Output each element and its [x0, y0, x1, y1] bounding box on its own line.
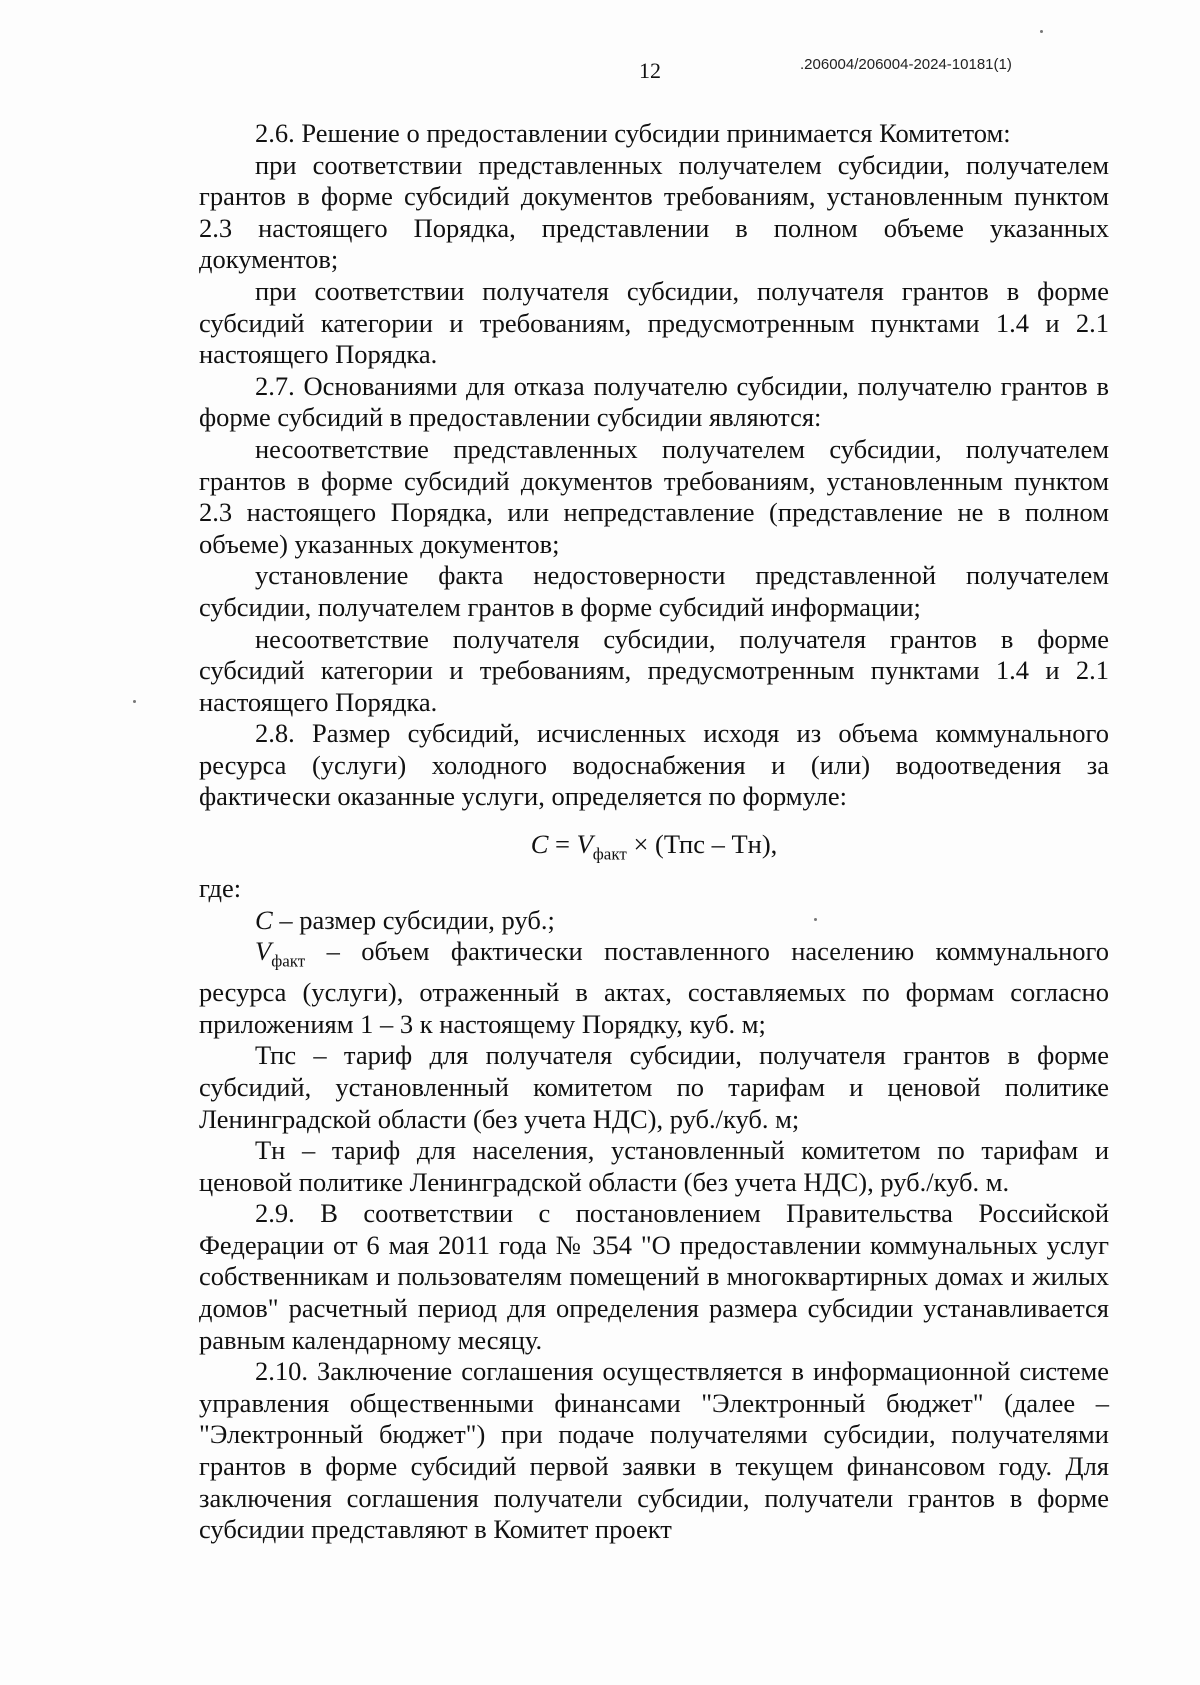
- paragraph-2-6-item-1: при соответствии представленных получателем субсидии, получателем грантов в форме субсидий документов требованиям, установленным пунктом 2.3 настоящего Порядка, представлении в полном объеме указанных документов;: [199, 149, 1109, 275]
- paragraph-2-7: 2.7. Основаниями для отказа получателю субсидии, получателю грантов в форме субсидий в предоставлении субсидии являются:: [199, 370, 1109, 433]
- definition-c-symbol: C: [255, 904, 273, 935]
- paragraph-2-6-item-2: при соответствии получателя субсидии, получателя грантов в форме субсидий категории и требованиям, предусмотренным пунктами 1.4 и 2.1 настоящего Порядка.: [199, 275, 1109, 370]
- paragraph-2-8: 2.8. Размер субсидий, исчисленных исходя из объема коммунального ресурса (услуги) холодного водоснабжения и (или) водоотведения за фактически оказанные услуги, определяется по формуле:: [199, 718, 1109, 812]
- paragraph-2-9: 2.9. В соответствии с постановлением Правительства Российской Федерации от 6 мая 2011 года № 354 "О предоставлении коммунальных услуг собственникам и пользователям помещений в многоквартирных домах и жилых домов" расчетный период для определения размера субсидии устанавливается равным календарному месяцу.: [199, 1198, 1109, 1355]
- definition-tps: Тпс – тариф для получателя субсидии, получателя грантов в форме субсидий, установленный комитетом по тарифам и ценовой политике Ленинградской области (без учета НДС), руб./куб. м;: [199, 1040, 1109, 1134]
- scan-speck: [133, 700, 136, 703]
- scan-speck: [814, 918, 817, 921]
- definition-v-symbol: V: [255, 936, 272, 967]
- formula-rest: × (Тпс – Тн),: [626, 829, 778, 860]
- definition-v-subscript: факт: [271, 951, 306, 971]
- definition-v: [199, 936, 1109, 1040]
- formula-equals: =: [548, 829, 577, 860]
- paragraph-2-7-item-3: несоответствие получателя субсидии, получателя грантов в форме субсидий категории и требованиям, предусмотренным пунктами 1.4 и 2.1 настоящего Порядка.: [199, 623, 1109, 717]
- definition-v-text: – объем фактически поставленного населению коммунального ресурса (услуги), отраженный в актах, составляемых по формам согласно приложениям 1 – 3 к настоящему Порядку, куб. м;: [199, 936, 1109, 1039]
- definition-tn: Тн – тариф для населения, установленный комитетом по тарифам и ценовой политике Ленинградской области (без учета НДС), руб./куб. м.: [199, 1135, 1109, 1197]
- definition-c: [199, 905, 1109, 937]
- where-label: где:: [199, 873, 242, 904]
- paragraph-2-10: 2.10. Заключение соглашения осуществляется в информационной системе управления общественными финансами "Электронный бюджет" (далее – "Электронный бюджет") при подаче получателями субсидии, получателями грантов в форме субсидий первой заявки в текущем финансовом году. Для заключения соглашения получатели субсидии, получатели грантов в форме субсидии представляют в Комитет проект: [199, 1356, 1109, 1545]
- document-reference: .206004/206004-2024-10181(1): [800, 56, 1012, 73]
- formula-c: C: [530, 829, 549, 860]
- paragraph-2-6: 2.6. Решение о предоставлении субсидии принимается Комитетом:: [255, 118, 1011, 148]
- paragraph-2-7-item-2: установление факта недостоверности представленной получателем субсидии, получателем грантов в форме субсидий информации;: [199, 560, 1109, 622]
- subsidy-formula: [199, 829, 1109, 863]
- paragraph-2-7-item-1: несоответствие представленных получателем субсидии, получателем грантов в форме субсидий документов требованиям, установленным пунктом 2.3 настоящего Порядка, или непредставление (представление не в полном объеме) указанных документов;: [199, 433, 1109, 559]
- page-number: 12: [639, 58, 661, 83]
- formula-v-subscript: факт: [592, 844, 627, 864]
- scan-speck: [1040, 30, 1043, 33]
- formula-v: V: [576, 829, 593, 860]
- definition-c-text: – размер субсидии, руб.;: [272, 904, 555, 935]
- document-body: [199, 118, 1109, 1546]
